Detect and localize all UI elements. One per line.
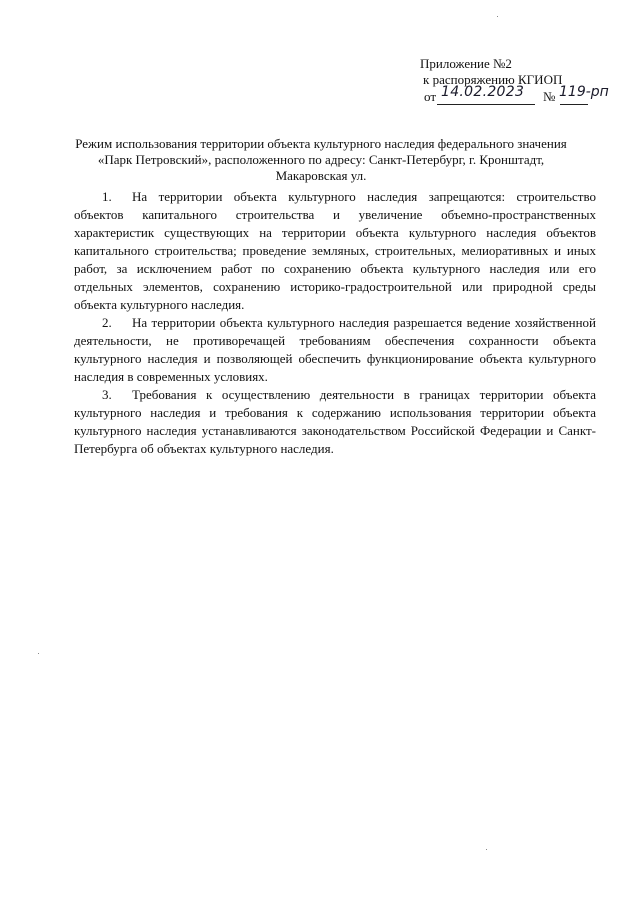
document-title [60, 136, 582, 184]
date-field [437, 84, 535, 105]
paragraph-3 [74, 386, 596, 458]
handwritten-number: 119-рп [559, 84, 609, 100]
paragraph-2 [74, 314, 596, 386]
appendix-block [420, 56, 620, 105]
scan-speck [38, 653, 39, 654]
number-prefix: № [543, 89, 556, 104]
scan-speck [486, 849, 487, 850]
paragraph-text: На территории объекта культурного наследия разрешается ведение хозяйственной деятельности, не противоречащей требованиям обеспечения сохранности объекта культурного наследия и позволяющей обеспечить функционирование объекта культурного наследия в современных условиях. [74, 315, 596, 384]
paragraph-text: На территории объекта культурного наследия запрещаются: строительство объектов капитального строительства и увеличение объемно-пространственных характеристик существующих на территории объекта культурного наследия объектов капитального строительства; проведение земляных, строительных, мелиоративных и иных работ, за исключением работ по сохранению объекта культурного наследия или его отдельных элементов, сохранению историко-градостроительной или природной среды объекта культурного наследия. [74, 189, 596, 312]
document-body [74, 188, 596, 458]
paragraph-number: 3. [102, 387, 112, 402]
date-prefix: от [424, 89, 437, 104]
paragraph-1 [74, 188, 596, 314]
paragraph-number: 1. [102, 189, 112, 204]
appendix-reference: к распоряжению КГИОП [423, 71, 563, 87]
title-line-1: Режим использования территории объекта культурного наследия федерального значения [75, 136, 567, 151]
title-line-3: Макаровская ул. [275, 168, 367, 183]
handwritten-date: 14.02.2023 [441, 84, 525, 100]
paragraph-number: 2. [102, 315, 112, 330]
appendix-date-number-line [420, 84, 620, 105]
title-line-2: «Парк Петровский», расположенного по адресу: Санкт-Петербург, г. Кронштадт, [97, 152, 545, 167]
number-field [559, 84, 609, 105]
appendix-title: Приложение №2 [420, 56, 512, 71]
paragraph-text: Требования к осуществлению деятельности в границах территории объекта культурного наследия и требования к содержанию использования территории объекта культурного наследия устанавливаются законодательством Российской Федерации и Санкт-Петербурга об объектах культурного наследия. [74, 387, 596, 456]
scan-speck [497, 16, 498, 17]
